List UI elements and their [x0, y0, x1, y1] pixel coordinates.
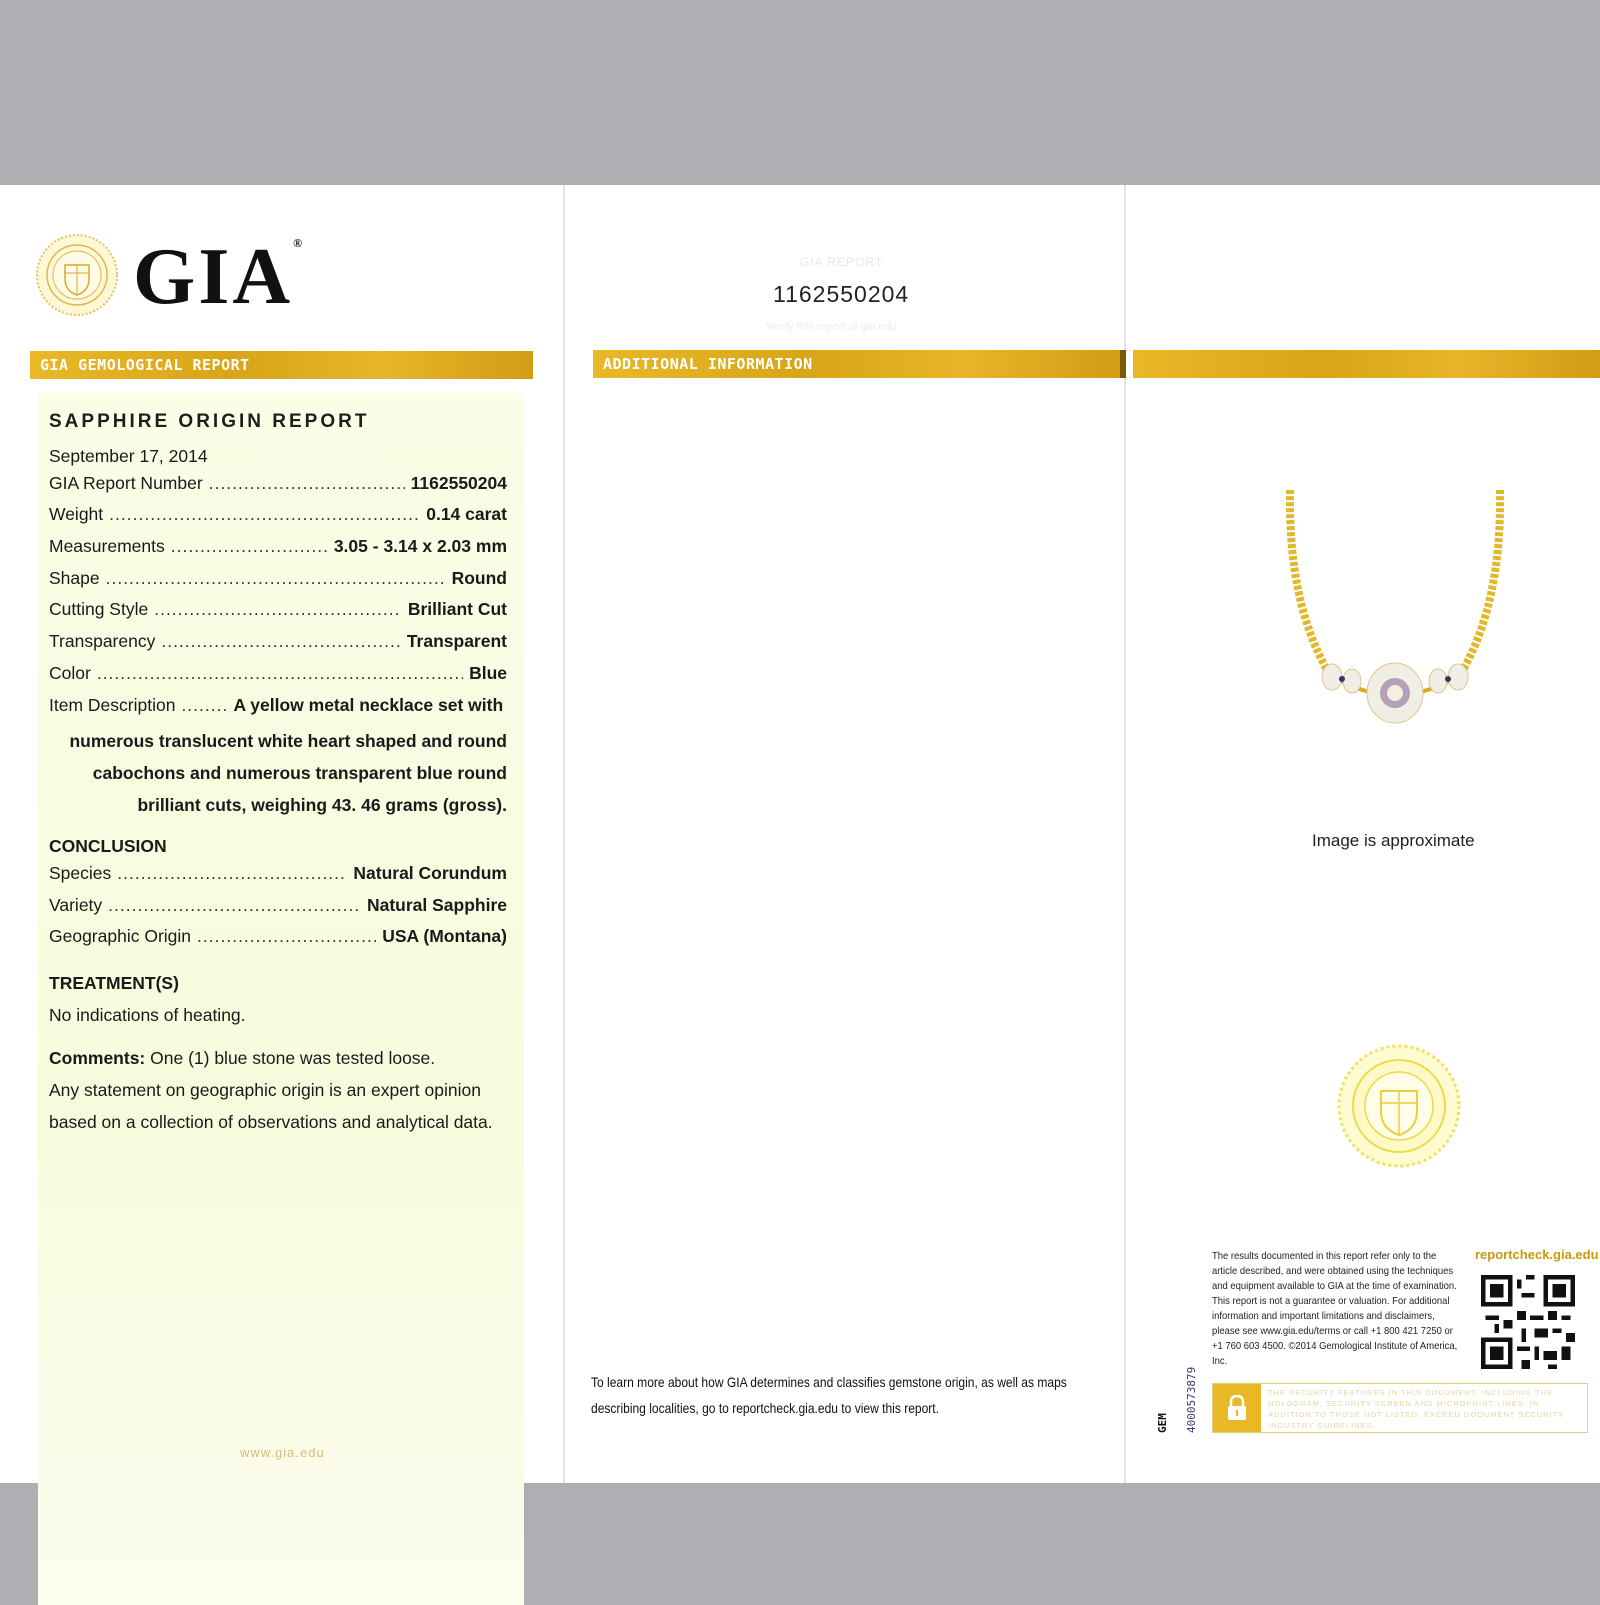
necklace-image	[1270, 485, 1520, 755]
dot-leader	[197, 926, 376, 947]
report-number-large: 1162550204	[773, 281, 910, 307]
field-row-report-number	[49, 473, 507, 505]
dot-leader	[171, 536, 328, 557]
field-label: Transparency	[49, 631, 156, 652]
field-label: Species	[49, 862, 112, 883]
field-label: Cutting Style	[49, 599, 149, 620]
gia-report-caption: GIA REPORT	[800, 255, 884, 269]
dot-leader	[109, 504, 420, 525]
header-band-additional-information: ADDITIONAL INFORMATION	[593, 350, 1123, 378]
gia-seal-icon	[35, 233, 119, 317]
band-divider	[1120, 350, 1126, 378]
field-value: Natural Corundum	[353, 862, 507, 883]
comments-line	[49, 1043, 507, 1075]
origin-disclaimer-line: Any statement on geographic origin is an expert opinion	[49, 1080, 481, 1101]
field-label: Shape	[49, 567, 100, 588]
field-value: 1162550204	[410, 472, 507, 493]
report-details	[49, 441, 507, 1138]
item-description-line: brilliant cuts, weighing 43. 46 grams (gross).	[137, 794, 507, 815]
reportcheck-link[interactable]: reportcheck.gia.edu	[1475, 1247, 1599, 1262]
dot-leader	[161, 631, 400, 652]
field-label: Variety	[49, 894, 103, 915]
security-features-text: THE SECURITY FEATURES IN THIS DOCUMENT, INCLUDING THE HOLOGRAM, SECURITY SCREEN AND MICROPRINT LINES, IN ADDITION TO THOSE NOT LISTED, EXCEED DOCUMENT SECURITY INDUSTRY GUIDELINES.	[1268, 1388, 1565, 1430]
website-footer: www.gia.edu	[240, 1445, 325, 1460]
report-date: September 17, 2014	[49, 446, 208, 466]
field-value: Blue	[469, 662, 507, 683]
field-row-variety	[49, 895, 507, 927]
treatments-text: No indications of heating.	[49, 1004, 246, 1025]
field-label: Item Description	[49, 694, 176, 715]
legal-disclaimer: The results documented in this report refer only to the article described, and were obtained using the techniques and equipment available to GIA at the time of examination. This report is not a guarantee or valuation. For additional information and important limitations and disclaimers, please see www.gia.edu/terms or call +1 800 421 7250 or +1 760 603 4500. ©2014 Gemological Institute of America, Inc.	[1212, 1250, 1458, 1367]
field-value: 0.14 carat	[426, 504, 507, 525]
field-value: Transparent	[406, 631, 507, 652]
dot-leader	[154, 599, 402, 620]
field-label: Measurements	[49, 536, 165, 557]
origin-disclaimer-line: based on a collection of observations and analytical data.	[49, 1111, 493, 1132]
report-title: SAPPHIRE ORIGIN REPORT	[49, 411, 370, 432]
conclusion-heading: CONCLUSION	[49, 836, 167, 857]
fold-line-left	[563, 185, 565, 1483]
header-band-right	[1133, 350, 1600, 378]
gia-report-document	[0, 185, 1600, 1483]
field-row-measurements	[49, 536, 507, 568]
field-row-geographic-origin	[49, 926, 507, 958]
header-band-gemological-report: GIA GEMOLOGICAL REPORT	[30, 351, 533, 379]
field-label: Geographic Origin	[49, 926, 192, 947]
field-row-shape	[49, 568, 507, 600]
dot-leader	[117, 863, 347, 884]
dot-leader	[181, 695, 227, 716]
verify-text: Verify this report at gia.edu	[766, 321, 897, 333]
lock-icon	[1213, 1384, 1261, 1432]
field-value: Round	[451, 567, 507, 588]
fold-line-right	[1124, 185, 1126, 1483]
origin-info-note: To learn more about how GIA determines and classifies gemstone origin, as well as maps describing localities, go to reportcheck.gia.edu to view this report.	[591, 1374, 1067, 1416]
field-value: Brilliant Cut	[407, 599, 507, 620]
field-label: GIA Report Number	[49, 472, 203, 493]
field-row-cutting-style	[49, 599, 507, 631]
field-value: 3.05 - 3.14 x 2.03 mm	[333, 536, 507, 557]
field-row-species	[49, 863, 507, 895]
dot-leader	[108, 895, 361, 916]
comments-text: One (1) blue stone was tested loose.	[145, 1048, 436, 1069]
field-row-transparency	[49, 631, 507, 663]
vertical-gem-code: GEM	[1156, 1413, 1169, 1433]
gia-seal-icon	[1336, 1043, 1462, 1169]
item-description-line: cabochons and numerous transparent blue round	[92, 762, 507, 783]
field-row-color	[49, 663, 507, 695]
field-label: Weight	[49, 504, 104, 525]
field-row-weight	[49, 504, 507, 536]
field-label: Color	[49, 662, 91, 683]
field-value: Natural Sapphire	[366, 894, 507, 915]
item-description-line: numerous translucent white heart shaped and round	[69, 731, 507, 752]
field-row-item-description	[49, 695, 507, 727]
gia-logo: GIA®	[133, 233, 303, 321]
dot-leader	[209, 473, 405, 494]
vertical-serial-number: 4000573879	[1185, 1366, 1198, 1433]
image-caption: Image is approximate	[1312, 831, 1475, 850]
dot-leader	[106, 568, 446, 589]
dot-leader	[97, 663, 463, 684]
field-value: USA (Montana)	[382, 926, 507, 947]
field-value: A yellow metal necklace set with	[233, 694, 504, 715]
qr-code-icon[interactable]	[1481, 1275, 1575, 1369]
comments-label: Comments:	[49, 1048, 146, 1069]
treatments-heading: TREATMENT(S)	[49, 973, 179, 993]
